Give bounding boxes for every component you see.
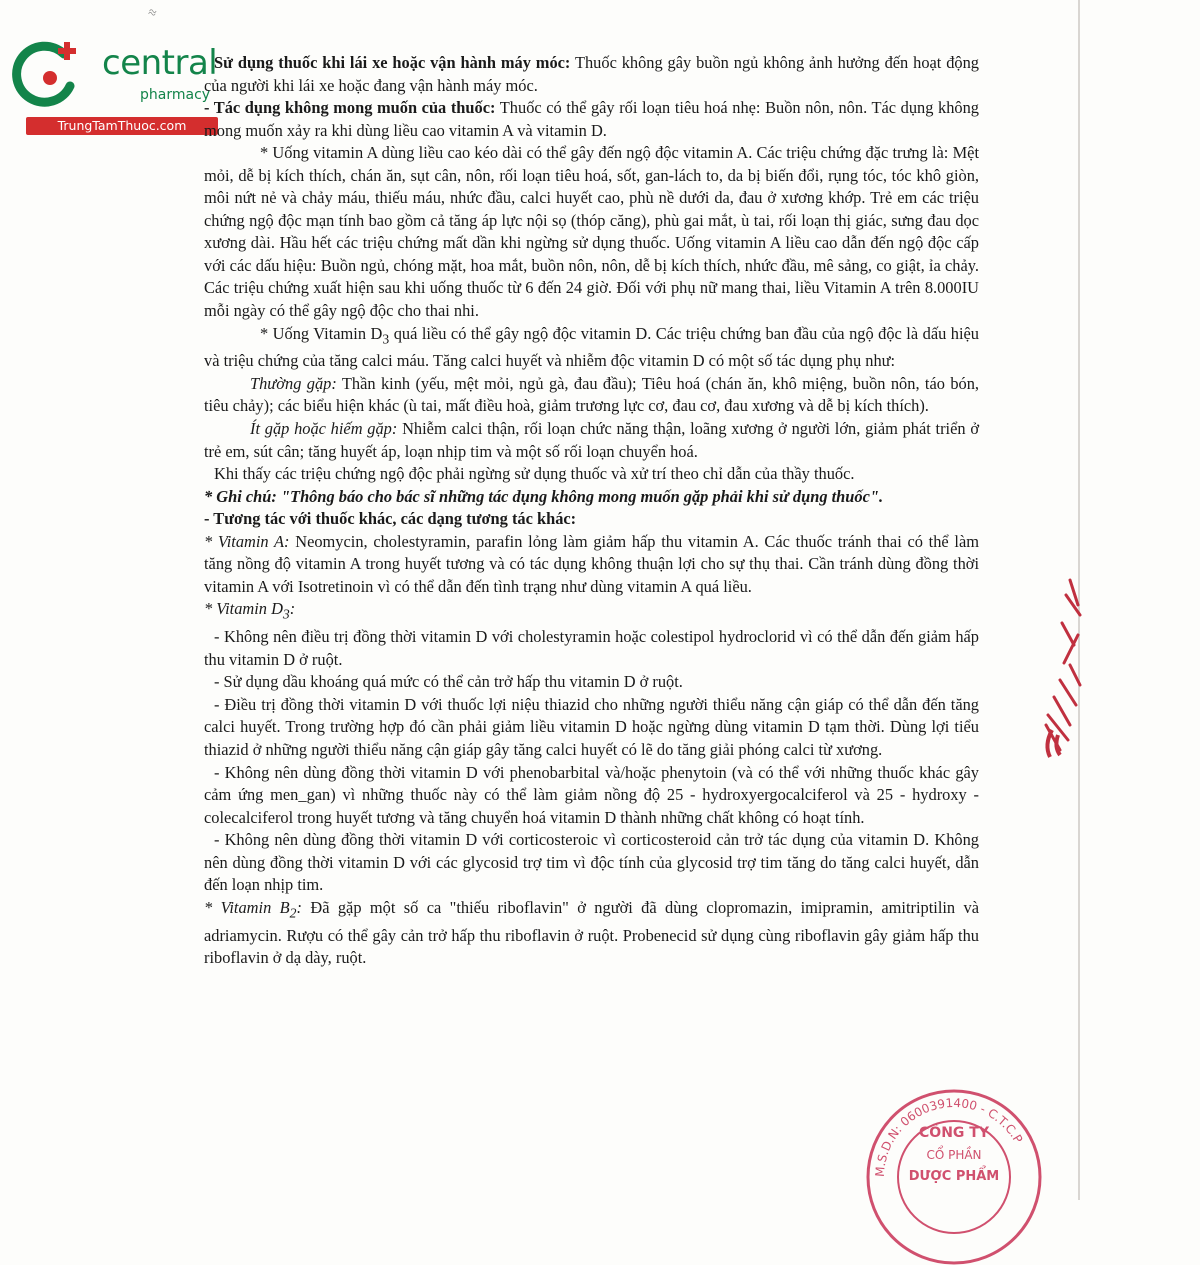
signature	[1040, 575, 1090, 765]
logo-sub: pharmacy	[140, 87, 211, 103]
subheading: Ít gặp hoặc hiếm gặp:	[250, 419, 398, 439]
section-driving	[204, 52, 979, 97]
paragraph-stop-use: Khi thấy các triệu chứng ngộ độc phải ngừng sử dụng thuốc và xử trí theo chỉ dẫn của thầy thuốc.	[214, 464, 855, 484]
list-item: - Không nên dùng đồng thời vitamin D với corticosteroic vì corticosteroid cản trở tác dụng của vitamin D. Không nên dùng đồng thời vitamin D với các glycosid trợ tim vì độc tính của glycosid trợ tim tăng do tăng calci huyết, dẫn đến loạn nhịp tim.	[204, 830, 979, 895]
note: * Ghi chú: "Thông báo cho bác sĩ những tác dụng không mong muốn gặp phải khi sử dụng thuốc".	[204, 486, 884, 506]
stamp-id: M.S.D.N: 0600391400 - C.T.C.P	[872, 1095, 1026, 1178]
section-side-effects	[204, 97, 979, 142]
paragraph-text: Thuốc không gây buồn ngủ không ảnh hưởng đến hoạt động của người khi lái xe hoặc đang vận hành máy móc.	[204, 53, 980, 95]
list-item: - Không nên dùng đồng thời vitamin D với phenobarbital và/hoặc phenytoin (và có thể với những thuốc khác gây cảm ứng men_gan) vì những thuốc này có thể làm giảm nồng độ 25 - hydroxyergocalciferol và 25 - hydroxy - colecalciferol trong huyết tương và tăng chuyển hoá vitamin D thành những chất không có hoạt tính.	[204, 762, 979, 827]
section-heading: - Tương tác với thuốc khác, các dạng tương tác khác:	[204, 509, 577, 529]
paragraph-common: Thường gặp: Thần kinh (yếu, mệt mỏi, ngủ gà, đau đầu); Tiêu hoá (chán ăn, khô miệng, buồn nôn, táo bón, tiêu chảy); các biểu hiện khác (ù tai, mất điều hoà, giảm trương lực cơ, đau cơ, đau xương và dễ bị kích thích).	[204, 373, 980, 416]
paragraph-text: Thuốc có thể gây rối loạn tiêu hoá nhẹ: Buồn nôn, nôn. Tác dụng không mong muốn xảy ra khi dùng liều cao vitamin A và vitamin D.	[204, 98, 979, 140]
company-stamp	[862, 1085, 1042, 1265]
paragraph-vitamin-a-interactions: * Vitamin A: Neomycin, cholestyramin, parafin lỏng làm giảm hấp thu vitamin A. Các thuốc tránh thai có thể làm tăng nồng độ vitamin A trong huyết tương và có tác dụng không thuận lợi cho sự thụ thai. Cần tránh dùng đồng thời vitamin A với Isotretinoin vì có thể dẫn đến tình trạng như dùng vitamin A quá liều.	[204, 531, 980, 596]
section-interactions	[204, 508, 979, 531]
scan-smudge: ≈	[145, 5, 159, 22]
subheading: * Vitamin A:	[204, 531, 290, 551]
subheading: Thường gặp:	[250, 373, 337, 393]
paragraph-vitamin-a-overdose: * Uống vitamin A dùng liều cao kéo dài có thể gây đến ngộ độc vitamin A. Các triệu chứng đặc trưng là: Mệt mỏi, dễ bị kích thích, chán ăn, sụt cân, nôn, rối loạn tiêu hoá, sốt, gan-lách to, da bị biến đổi, rụng tóc, tóc khô giòn, môi nứt nẻ và chảy máu, thiếu máu, nhức đầu, calci huyết cao, phù nề dưới da, đau ở xương khớp. Trẻ em các triệu chứng ngộ độc mạn tính bao gồm cả tăng áp lực nội sọ (thóp căng), phù gai mắt, ù tai, rối loạn thị giác, sưng đau dọc xương dài. Hầu hết các triệu chứng mất dần khi ngừng sử dụng thuốc. Uống vitamin A liều cao dẫn đến ngộ độc cấp với các dấu hiệu: Buồn ngủ, chóng mặt, hoa mắt, buồn nôn, nôn, dễ bị kích thích, nhức đầu, mê sảng, co giật, ỉa chảy. Các triệu chứng xuất hiện sau khi uống thuốc từ 6 đến 24 giờ. Đối với phụ nữ mang thai, liều Vitamin A trên 8.000IU mỗi ngày có thể gây ngộ độc cho thai nhi.	[204, 143, 979, 321]
logo-site-link[interactable]: TrungTamThuoc.com	[26, 117, 218, 135]
paragraph-vitamin-d-overdose: * Uống Vitamin $D_3$ quá liều có thể gây ngộ độc vitamin D. Các triệu chứng ban đầu của ngộ độc là dấu hiệu và triệu chứng của tăng calci máu. Tăng calci huyết và nhiễm độc vitamin D có một số tác dụng phụ như:	[204, 323, 979, 371]
subheading-vitamin-d3: * Vitamin $D_3$:	[204, 599, 296, 622]
stamp-line-1: CÔNG TY	[919, 1125, 989, 1141]
central-pharmacy-logo[interactable]	[12, 38, 218, 138]
paragraph-vitamin-b2: * Vitamin $B_2$: Đã gặp một số ca "thiếu riboflavin" ở người đã dùng clopromazin, imipramin, amitriptilin và adriamycin. Rượu có thể gây cản trở hấp thu riboflavin ở ruột. Probenecid sử dụng cùng riboflavin gây giảm hấp thu riboflavin ở dạ dày, ruột.	[204, 897, 979, 968]
section-heading: Sử dụng thuốc khi lái xe hoặc vận hành máy móc:	[214, 53, 571, 72]
section-heading: - Tác dụng không mong muốn của thuốc:	[204, 98, 496, 118]
list-item: - Không nên điều trị đồng thời vitamin D với cholestyramin hoặc colestipol hydroclorid vì có thể dẫn đến giảm hấp thu vitamin D ở ruột.	[204, 627, 979, 669]
logo-mark-icon	[12, 38, 90, 116]
stamp-line-3: DƯỢC PHẨM	[908, 1169, 1000, 1184]
logo-name: central	[102, 43, 218, 83]
paragraph-rare: Ít gặp hoặc hiếm gặp: Nhiễm calci thận, rối loạn chức năng thận, loãng xương ở người lớn, giảm phát triển ở trẻ em, sút cân; tăng huyết áp, loạn nhịp tim và một số rối loạn chuyển hoá.	[204, 419, 979, 461]
stamp-line-2: CỔ PHẦN	[926, 1148, 982, 1162]
leaflet-text	[204, 52, 979, 970]
list-item: - Điều trị đồng thời vitamin D với thuốc lợi niệu thiazid cho những người thiểu năng cận giáp có thể dẫn đến tăng calci huyết. Trong trường hợp đó cần phải giảm liều vitamin D hoặc ngừng dùng vitamin D tạm thời. Dùng lợi tiểu thiazid ở những người thiểu năng cận giáp gây tăng calci huyết có lẽ do tăng giải phóng calci từ xương.	[204, 694, 979, 759]
list-item: - Sử dụng dầu khoáng quá mức có thể cản trở hấp thu vitamin D ở ruột.	[214, 672, 683, 692]
